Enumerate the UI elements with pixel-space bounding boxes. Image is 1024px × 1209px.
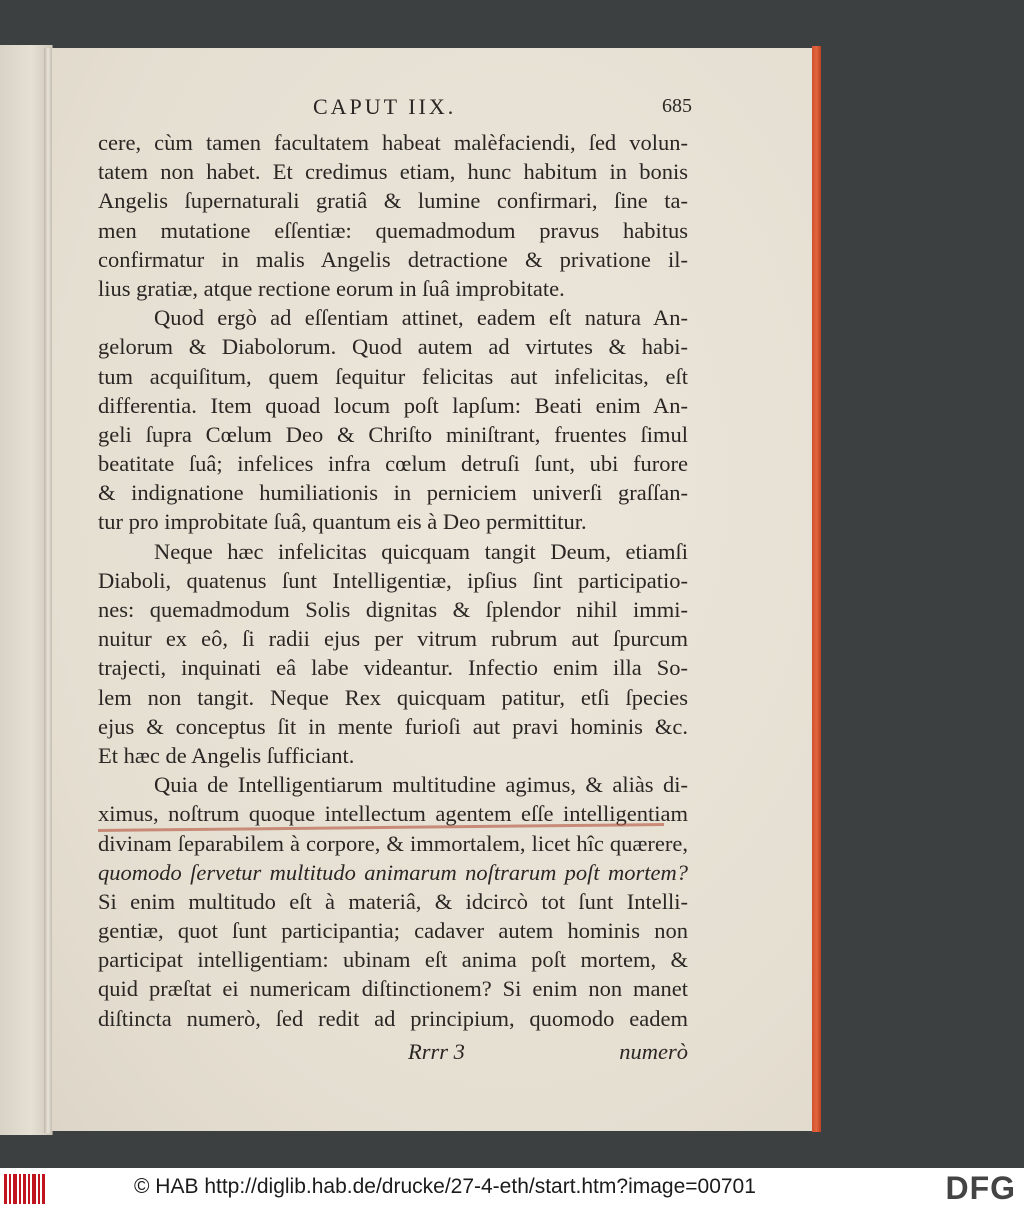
source-link[interactable]: © HAB http://diglib.hab.de/drucke/27-4-eth/start.htm?image=00701	[134, 1175, 756, 1198]
text-line: Quod ergò ad eſſentiam attinet, eadem eſt natura An-	[154, 305, 688, 331]
text-line: gentiæ, quot ſunt participantia; cadaver autem hominis non	[98, 918, 688, 944]
text-line: Quia de Intelligentiarum multitudine agimus, & aliàs di-	[154, 772, 688, 798]
text-line: divinam ſeparabilem à corpore, & immortalem, licet hîc quærere,	[98, 830, 688, 856]
text-line: Si enim multitudo eſt à materiâ, & idcircò tot ſunt Intelli-	[98, 888, 688, 914]
text-line: cere, cùm tamen facultatem habeat malèfaciendi, ſed volun-	[98, 130, 688, 155]
signature-mark: Rrrr 3	[408, 1038, 465, 1064]
dfg-logo: DFG	[945, 1170, 1016, 1206]
text-line: ximus, noſtrum quoque intellectum agentem eſſe intelligentiam	[98, 801, 688, 827]
running-head	[98, 92, 692, 128]
text-line: quomodo ſervetur multitudo animarum noſtrarum poſt mortem?	[98, 859, 688, 885]
footer-bar	[0, 1168, 1024, 1209]
text-line: tatem non habet. Et credimus etiam, hunc habitum in bonis	[98, 159, 688, 185]
text-line: tur pro improbitate ſuâ, quantum eis à Deo permittitur.	[98, 509, 587, 535]
text-line: Diaboli, quatenus ſunt Intelligentiæ, ipſius ſint participatio-	[98, 567, 688, 593]
page-number: 685	[662, 95, 692, 117]
text-line: differentia. Item quoad locum poſt lapſum: Beati enim An-	[98, 392, 688, 418]
catchword: numerò	[619, 1038, 688, 1064]
text-line: men mutatione eſſentiæ: quemadmodum pravus habitus	[98, 217, 688, 243]
text-line: ejus & conceptus ſit in mente furioſi aut pravi hominis &c.	[98, 713, 688, 739]
text-line: gelorum & Diabolorum. Quod autem ad virtutes & habi-	[98, 334, 688, 360]
text-line: participat intelligentiam: ubinam eſt anima poſt mortem, &	[98, 947, 688, 973]
chapter-heading: CAPUT IIX.	[313, 94, 457, 119]
text-line: & indignatione humiliationis in perniciem univerſi graſſan-	[98, 480, 688, 506]
text-line: lem non tangit. Neque Rex quicquam patitur, etſi ſpecies	[98, 684, 688, 710]
text-line: trajecti, inquinati eâ labe videantur. Infectio enim illa So-	[98, 655, 688, 681]
text-line: Angelis ſupernaturali gratiâ & lumine confirmari, ſine ta-	[98, 188, 688, 214]
text-line: nuitur ex eô, ſi radii ejus per vitrum rubrum aut ſpurcum	[98, 626, 688, 652]
text-line: nes: quemadmodum Solis dignitas & ſplendor nihil immi-	[98, 597, 688, 622]
text-line: geli ſupra Cœlum Deo & Chriſto miniſtrant, fruentes ſimul	[98, 421, 688, 447]
text-line: tum acquiſitum, quem ſequitur felicitas aut infelicitas, eſt	[98, 363, 688, 389]
red-page-edge	[812, 46, 821, 1132]
text-line: diſtincta numerò, ſed redit ad principium, quomodo eadem	[98, 1005, 688, 1031]
page-catch-line	[98, 1037, 688, 1067]
text-line: confirmatur in malis Angelis detractione & privatione il-	[98, 246, 688, 272]
text-line: Neque hæc infelicitas quicquam tangit Deum, etiamſi	[154, 538, 688, 564]
page-edge	[44, 48, 52, 1133]
text-lines	[98, 128, 688, 1033]
text-line: beatitate ſuâ; infelices infra cœlum detruſi ſunt, ubi furore	[98, 451, 688, 477]
page-text	[98, 92, 692, 1067]
hab-logo-icon	[4, 1174, 48, 1204]
text-line: Et hæc de Angelis ſufficiant.	[98, 742, 355, 768]
text-line: quid præſtat ei numericam diſtinctionem? Si enim non manet	[98, 976, 688, 1002]
text-line: lius gratiæ, atque rectione eorum in ſuâ improbitate.	[98, 275, 565, 301]
